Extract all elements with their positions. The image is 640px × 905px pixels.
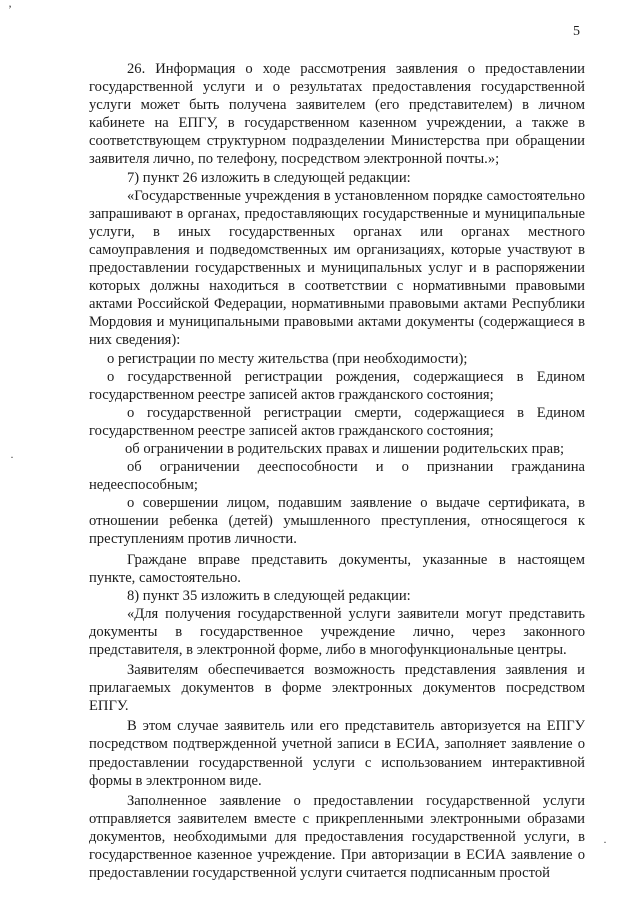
paragraph: В этом случае заявитель или его представитель авторизуется на ЕПГУ посредством подтвержденной учетной записи в ЕСИА, заполняет заявление о предоставлении государственной услуги с использованием интерактивной формы в электронном виде. — [89, 718, 585, 789]
paragraph: 7) пункт 26 изложить в следующей редакции: — [127, 169, 411, 186]
paragraph: 26. Информация о ходе рассмотрения заявления о предоставлении государственной услуги и о результатах предоставления государственной услуги может быть получена заявителем (его представителем) в личном кабинете на ЕПГУ, в государственном казенном учреждении, а также в соответствующем структурном подразделении Министерства при обращении заявителя лично, по телефону, посредством электронной почты.»; — [89, 61, 585, 168]
scan-artifact-mark: · — [603, 835, 607, 849]
paragraph: о государственной регистрации смерти, содержащиеся в Едином государственном реестре записей актов гражданского состояния; — [89, 404, 585, 439]
paragraph: о совершении лицом, подавшим заявление о выдаче сертификата, в отношении ребенка (детей) умышленного преступления, относящегося к преступлениям против личности. — [89, 495, 585, 548]
page-number: 5 — [573, 24, 580, 39]
paragraph: «Государственные учреждения в установленном порядке самостоятельно запрашивают в органах, предоставляющих государственные и муниципальные услуги, в иных государственных органах или органах местного самоуправления и подведомственных им организациях, которые участвуют в предоставлении государственных и муниципальных услуг и в распоряжении которых должны находиться в соответствии с нормативными правовыми актами Российской Федерации, нормативными правовыми актами Республики Мордовия и муниципальными правовыми актами документы (содержащиеся в них сведения): — [89, 187, 585, 349]
paragraph: об ограничении дееспособности и о признании гражданина недееспособным; — [89, 459, 585, 494]
paragraph: о государственной регистрации рождения, содержащиеся в Едином государственном реестре записей актов гражданского состояния; — [89, 368, 585, 403]
paragraph: Заявителям обеспечивается возможность представления заявления и прилагаемых документов в форме электронных документов посредством ЕПГУ. — [89, 662, 585, 715]
paragraph: «Для получения государственной услуги заявители могут представить документы в государственное учреждение лично, через законного представителя, в электронной форме, либо в многофункциональные центры. — [89, 605, 585, 658]
paragraph: 8) пункт 35 изложить в следующей редакции: — [127, 587, 411, 604]
scan-artifact-mark: ’ — [8, 2, 12, 16]
paragraph: об ограничении в родительских правах и лишении родительских прав; — [125, 440, 565, 457]
paragraph: о регистрации по месту жительства (при необходимости); — [107, 350, 468, 367]
document-body — [89, 60, 585, 882]
scan-artifact-mark: · — [10, 450, 14, 464]
paragraph: Заполненное заявление о предоставлении государственной услуги отправляется заявителем вместе с прикрепленными электронными образами документов, необходимыми для предоставления государственной услуги, в государственное казенное учреждение. При авторизации в ЕСИА заявление о предоставлении государственной услуги считается подписанным простой — [89, 792, 585, 882]
paragraph: Граждане вправе представить документы, указанные в настоящем пункте, самостоятельно. — [89, 551, 585, 586]
